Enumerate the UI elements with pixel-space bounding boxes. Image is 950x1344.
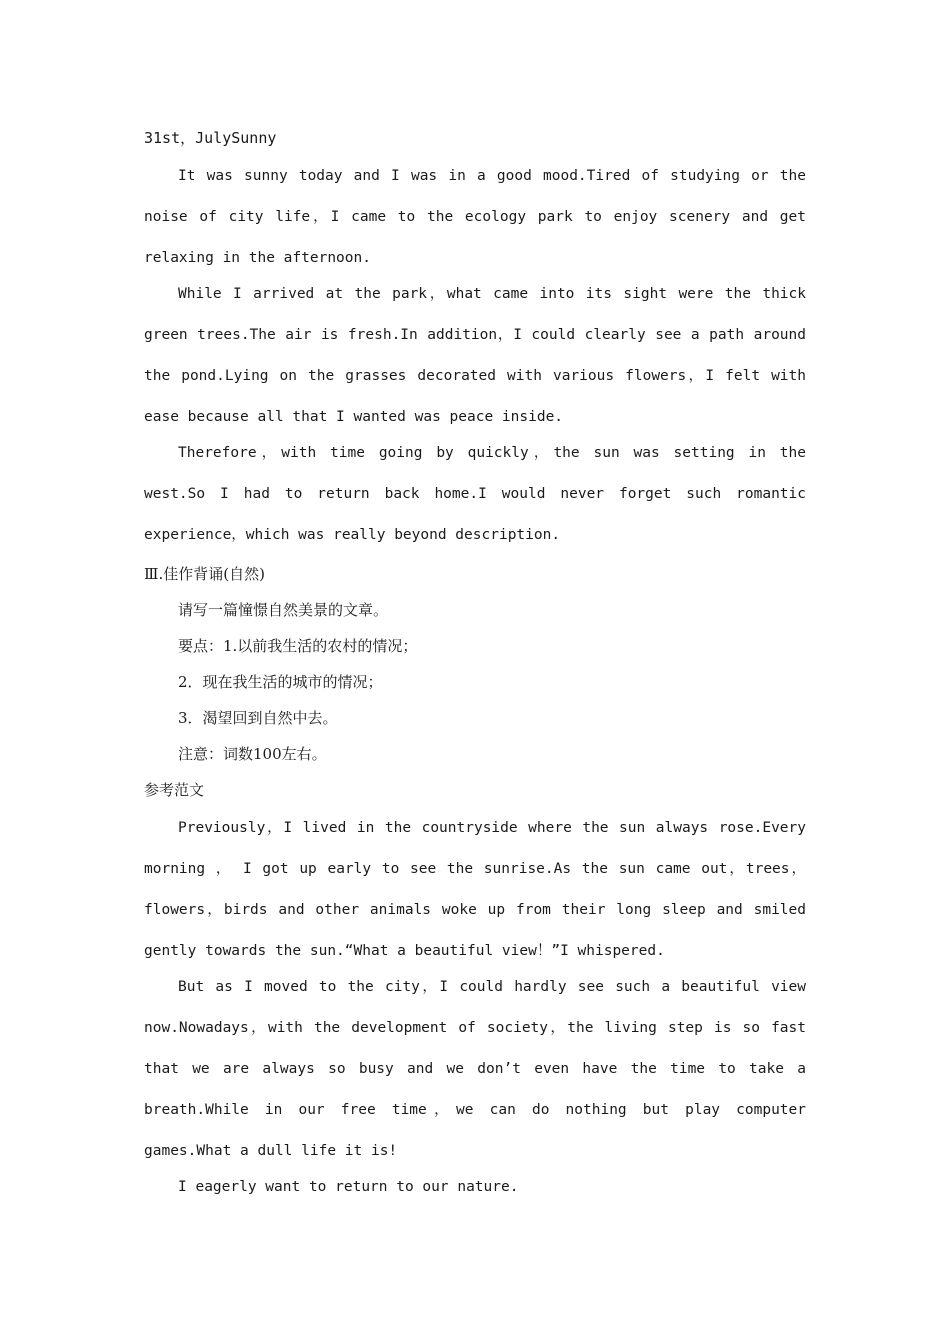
key-point-1: 要点：1.以前我生活的农村的情况；: [178, 637, 418, 655]
document-body: [144, 120, 806, 1208]
sample-essay-heading: 参考范文: [144, 781, 205, 799]
diary-paragraph-2: While I arrived at the park，what came into its sight were the thick green trees.The air is fresh.In addition，I could clearly see a path around the pond.Lying on the grasses decorated with various flowers，I felt with ease because all that I wanted was peace inside.: [144, 286, 806, 425]
word-count-note: 注意：词数100左右。: [178, 745, 327, 763]
sample-paragraph-1: Previously，I lived in the countryside where the sun always rose.Every morning ， I got up early to see the sunrise.As the sun came out，trees，flowers，birds and other animals woke up from their long sleep and smiled gently towards the sun.“What a beautiful view！”I whispered.: [144, 820, 806, 959]
diary-paragraph-3: Therefore，with time going by quickly，the sun was setting in the west.So I had to return back home.I would never forget such romantic experience，which was really beyond description.: [144, 445, 806, 543]
diary-paragraph-1: It was sunny today and I was in a good mood.Tired of studying or the noise of city life，I came to the ecology park to enjoy scenery and get relaxing in the afternoon.: [144, 168, 806, 266]
key-point-2: 2．现在我生活的城市的情况；: [178, 673, 383, 691]
key-point-3: 3．渴望回到自然中去。: [178, 709, 338, 727]
diary-date-line: 31st，JulySunny: [144, 129, 277, 147]
sample-paragraph-3: I eagerly want to return to our nature.: [178, 1179, 519, 1195]
writing-task: 请写一篇憧憬自然美景的文章。: [178, 601, 389, 619]
section-3-heading: Ⅲ.佳作背诵(自然): [144, 565, 265, 583]
sample-paragraph-2: But as I moved to the city，I could hardly see such a beautiful view now.Nowadays，with the development of society，the living step is so fast that we are always so busy and we don’t even have the time to take a breath.While in our free time，we can do nothing but play computer games.What a dull life it is!: [144, 979, 806, 1159]
